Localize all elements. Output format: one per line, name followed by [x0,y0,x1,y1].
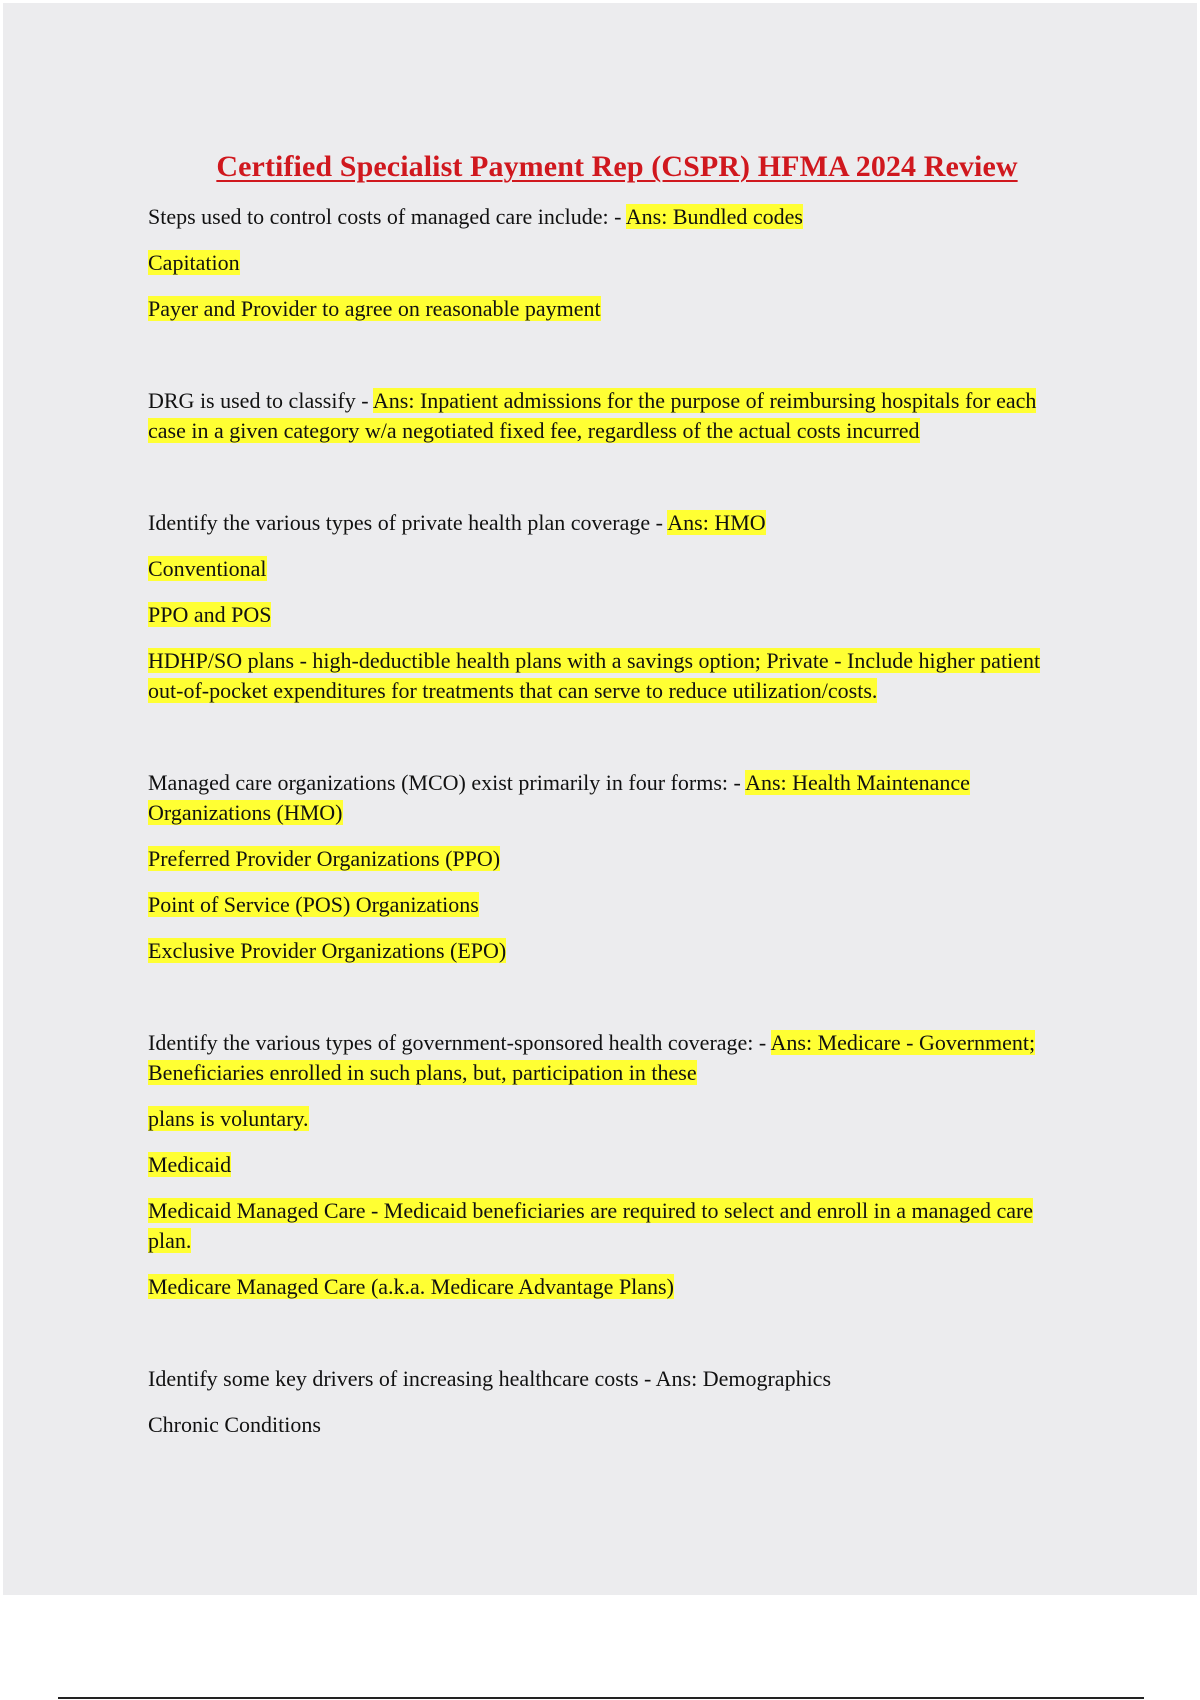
answer-item: Point of Service (POS) Organizations [148,892,479,917]
document-body [148,202,1078,1456]
question-text: DRG is used to classify - [148,388,373,413]
answer-text: Ans: Health Maintenance Organizations (HMO) [148,770,970,825]
footer-divider [58,1697,1144,1699]
question-text: Identify the various types of government-sponsored health coverage: - [148,1030,771,1055]
question-text: Steps used to control costs of managed care include: - [148,204,626,229]
answer-item: Capitation [148,250,240,275]
answer-item: Medicare Managed Care (a.k.a. Medicare Advantage Plans) [148,1274,674,1299]
answer-item: Medicaid [148,1152,232,1177]
answer-item: plans is voluntary. [148,1106,309,1131]
answer-item: Medicaid Managed Care - Medicaid beneficiaries are required to select and enroll in a managed care plan. [148,1198,1034,1253]
answer-item: Chronic Conditions [148,1412,321,1437]
document-title: Certified Specialist Payment Rep (CSPR) HFMA 2024 Review [216,150,1018,183]
question-1 [148,202,1078,232]
answer-text: Ans: HMO [667,510,766,535]
question-2 [148,386,1078,446]
question-4 [148,768,1078,828]
answer-item: PPO and POS [148,602,272,627]
question-text: Identify the various types of private health plan coverage - [148,510,668,535]
answer-text: Ans: Inpatient admissions for the purpose of reimbursing hospitals for each case in a given category w/a negotiated fixed fee, regardless of the actual costs incurred [148,388,1037,443]
question-3 [148,508,1078,538]
answer-item: HDHP/SO plans - high-deductible health plans with a savings option; Private - Include higher patient out-of-pocket expenditures for treatments that can serve to reduce utilization/costs. [148,648,1041,703]
answer-item: Exclusive Provider Organizations (EPO) [148,938,507,963]
answer-item: Payer and Provider to agree on reasonable payment [148,296,601,321]
question-6 [148,1364,1078,1394]
question-text: Identify some key drivers of increasing healthcare costs - [148,1366,656,1391]
question-5 [148,1028,1078,1088]
question-text: Managed care organizations (MCO) exist primarily in four forms: - [148,770,746,795]
answer-item: Conventional [148,556,267,581]
answer-text: Ans: Medicare - Government; Beneficiaries enrolled in such plans, but, participation in these [148,1030,1036,1085]
answer-item: Preferred Provider Organizations (PPO) [148,846,501,871]
answer-text: Ans: Bundled codes [625,204,803,229]
answer-text: Ans: Demographics [655,1366,832,1391]
